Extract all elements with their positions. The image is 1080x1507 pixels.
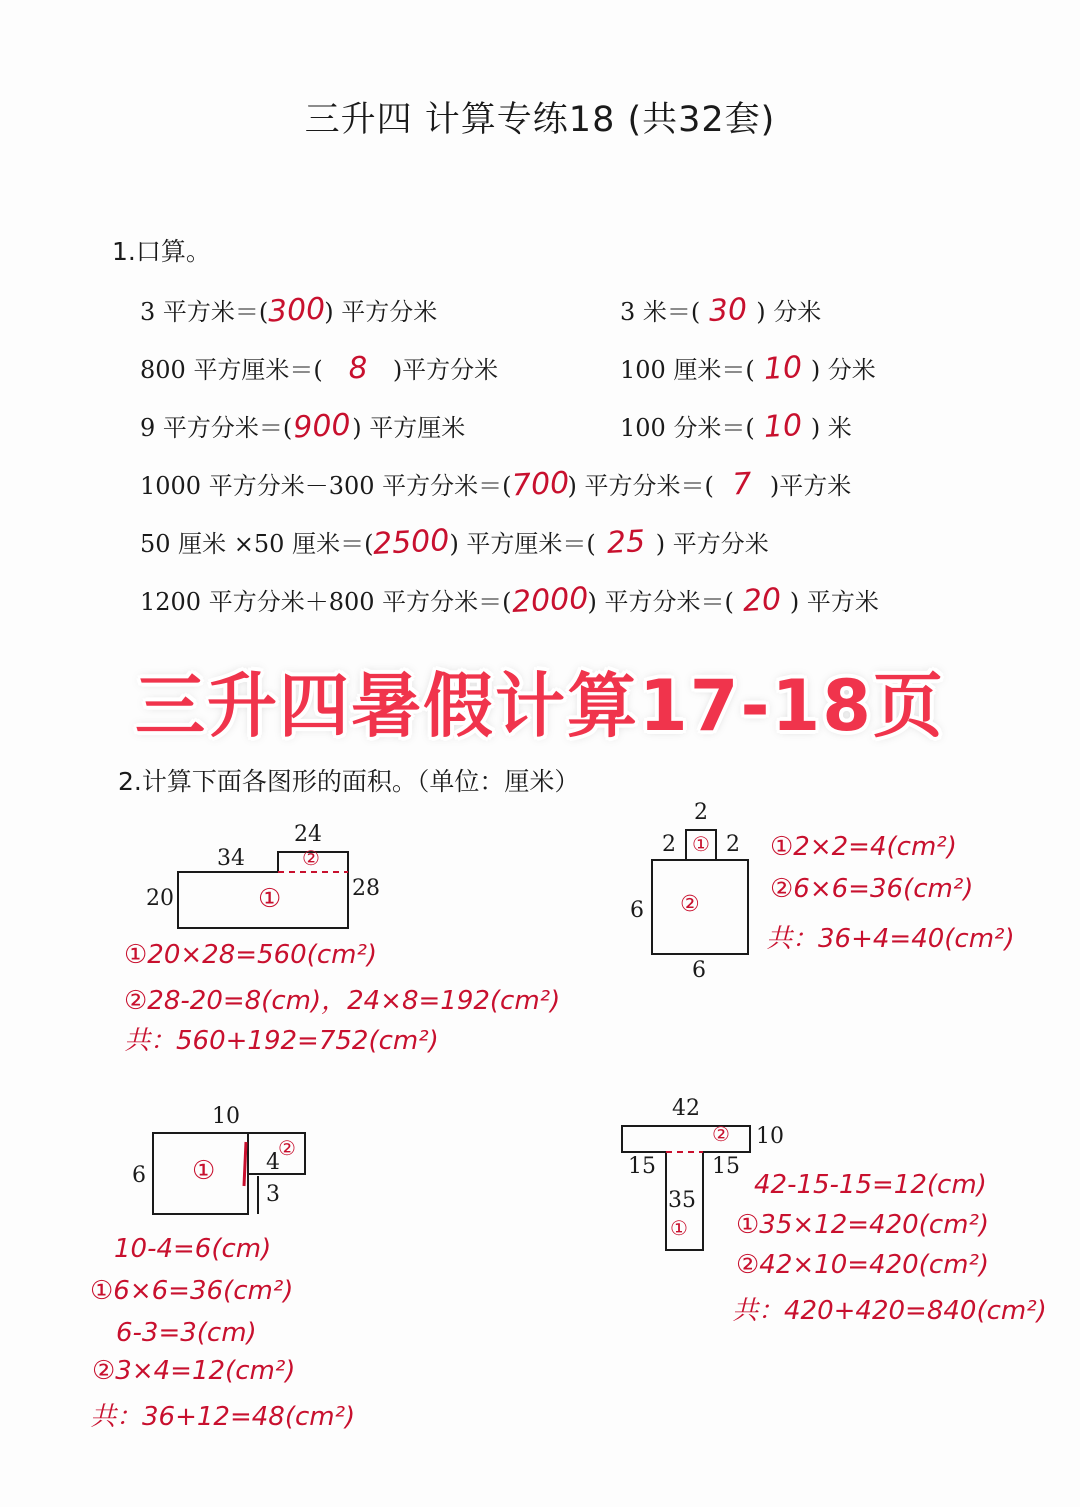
oral-right-row-1: 3 米＝( 30 ) 分米 [620,292,822,329]
section-1-heading: 1.口算。 [112,237,211,266]
answer: 30 [708,292,749,329]
oral-row-1: 3 平方米＝(300) 平方分米 [140,291,438,330]
answer: 700 [510,465,570,504]
fig3-mark-1: ① [192,1156,216,1186]
answer: 25 [605,524,646,561]
fig4-label-42: 42 [672,1096,700,1121]
fig3-label-3: 3 [266,1182,280,1207]
fig3-mark-2: ② [278,1136,296,1160]
fig1-label-24: 24 [294,822,322,847]
oral-right-row-2: 100 厘米＝( 10 ) 分米 [620,350,876,387]
fig3-work-3: 6-3=3(cm) [116,1318,257,1348]
fig3-label-4: 4 [266,1150,280,1175]
answer: 900 [292,407,352,446]
fig4-mark-2: ② [712,1122,730,1146]
fig4-mark-1: ① [670,1216,688,1240]
section-2-heading: 2.计算下面各图形的面积。（单位：厘米） [118,767,580,796]
banner-overlay: 三升四暑假计算17-18页 [135,665,945,747]
fig4-label-15-right: 15 [712,1154,740,1179]
fig4-work-4: 共：420+420=840(cm²) [732,1296,1047,1326]
answer: 10 [762,408,803,445]
fig2-work-3: 共：36+4=40(cm²) [766,924,1015,954]
answer: 8 [347,350,369,387]
answer: 20 [741,582,782,619]
answer: 2000 [510,581,589,620]
fig2-mark-1: ① [692,832,710,856]
fig3-red-line [244,1142,246,1186]
oral-row-4: 1000 平方分米－300 平方分米＝(700) 平方分米＝( 7 )平方米 [140,465,852,504]
fig1-mark-2: ② [302,846,320,870]
page-title: 三升四 计算专练18 (共32套) [304,100,776,140]
fig4-label-15-left: 15 [628,1154,656,1179]
fig3-label-6: 6 [132,1163,146,1188]
answer: 2500 [372,523,451,562]
fig2-label-right: 2 [726,832,740,857]
fig3-label-10: 10 [212,1104,240,1129]
answer: 10 [762,350,803,387]
fig2-label-top: 2 [694,800,708,825]
fig1-label-34: 34 [217,846,245,871]
fig1-work-3: 共：560+192=752(cm²) [124,1026,439,1056]
fig1-label-28: 28 [352,876,380,901]
fig1-work-1: ①20×28=560(cm²) [124,940,378,970]
fig3-work-2: ①6×6=36(cm²) [90,1276,294,1306]
fig4-work-1: 42-15-15=12(cm) [754,1170,987,1200]
fig2-label-bottom: 6 [692,958,706,983]
oral-row-6: 1200 平方分米＋800 平方分米＝(2000) 平方分米＝( 20 ) 平方米 [140,581,879,620]
fig4-work-2: ①35×12=420(cm²) [736,1210,990,1240]
oral-row-3: 9 平方分米＝(900) 平方厘米 [140,407,466,446]
fig1-work-2: ②28-20=8(cm)，24×8=192(cm²) [124,986,561,1016]
fig3-work-4: ②3×4=12(cm²) [92,1356,296,1386]
fig2-label-left: 2 [662,832,676,857]
fig3-work-5: 共：36+12=48(cm²) [90,1402,356,1432]
fig4-label-10: 10 [756,1124,784,1149]
fig2-work-1: ①2×2=4(cm²) [770,832,957,862]
fig2-mark-2: ② [680,892,700,917]
fig4-work-3: ②42×10=420(cm²) [736,1250,990,1280]
fig4-label-35: 35 [668,1188,696,1213]
fig1-label-20: 20 [146,886,174,911]
fig1-mark-1: ① [258,884,282,914]
fig2-label-side: 6 [630,898,644,923]
oral-row-2: 800 平方厘米＝( 8 )平方分米 [140,350,499,387]
oral-row-5: 50 厘米 ×50 厘米＝(2500) 平方厘米＝( 25 ) 平方分米 [140,523,769,562]
fig2-work-2: ②6×6=36(cm²) [770,874,974,904]
fig3-work-1: 10-4=6(cm) [114,1234,272,1264]
answer: 7 [731,466,753,503]
oral-right-row-3: 100 分米＝( 10 ) 米 [620,408,852,445]
fig2-large-square [652,860,748,954]
answer: 300 [267,291,327,330]
